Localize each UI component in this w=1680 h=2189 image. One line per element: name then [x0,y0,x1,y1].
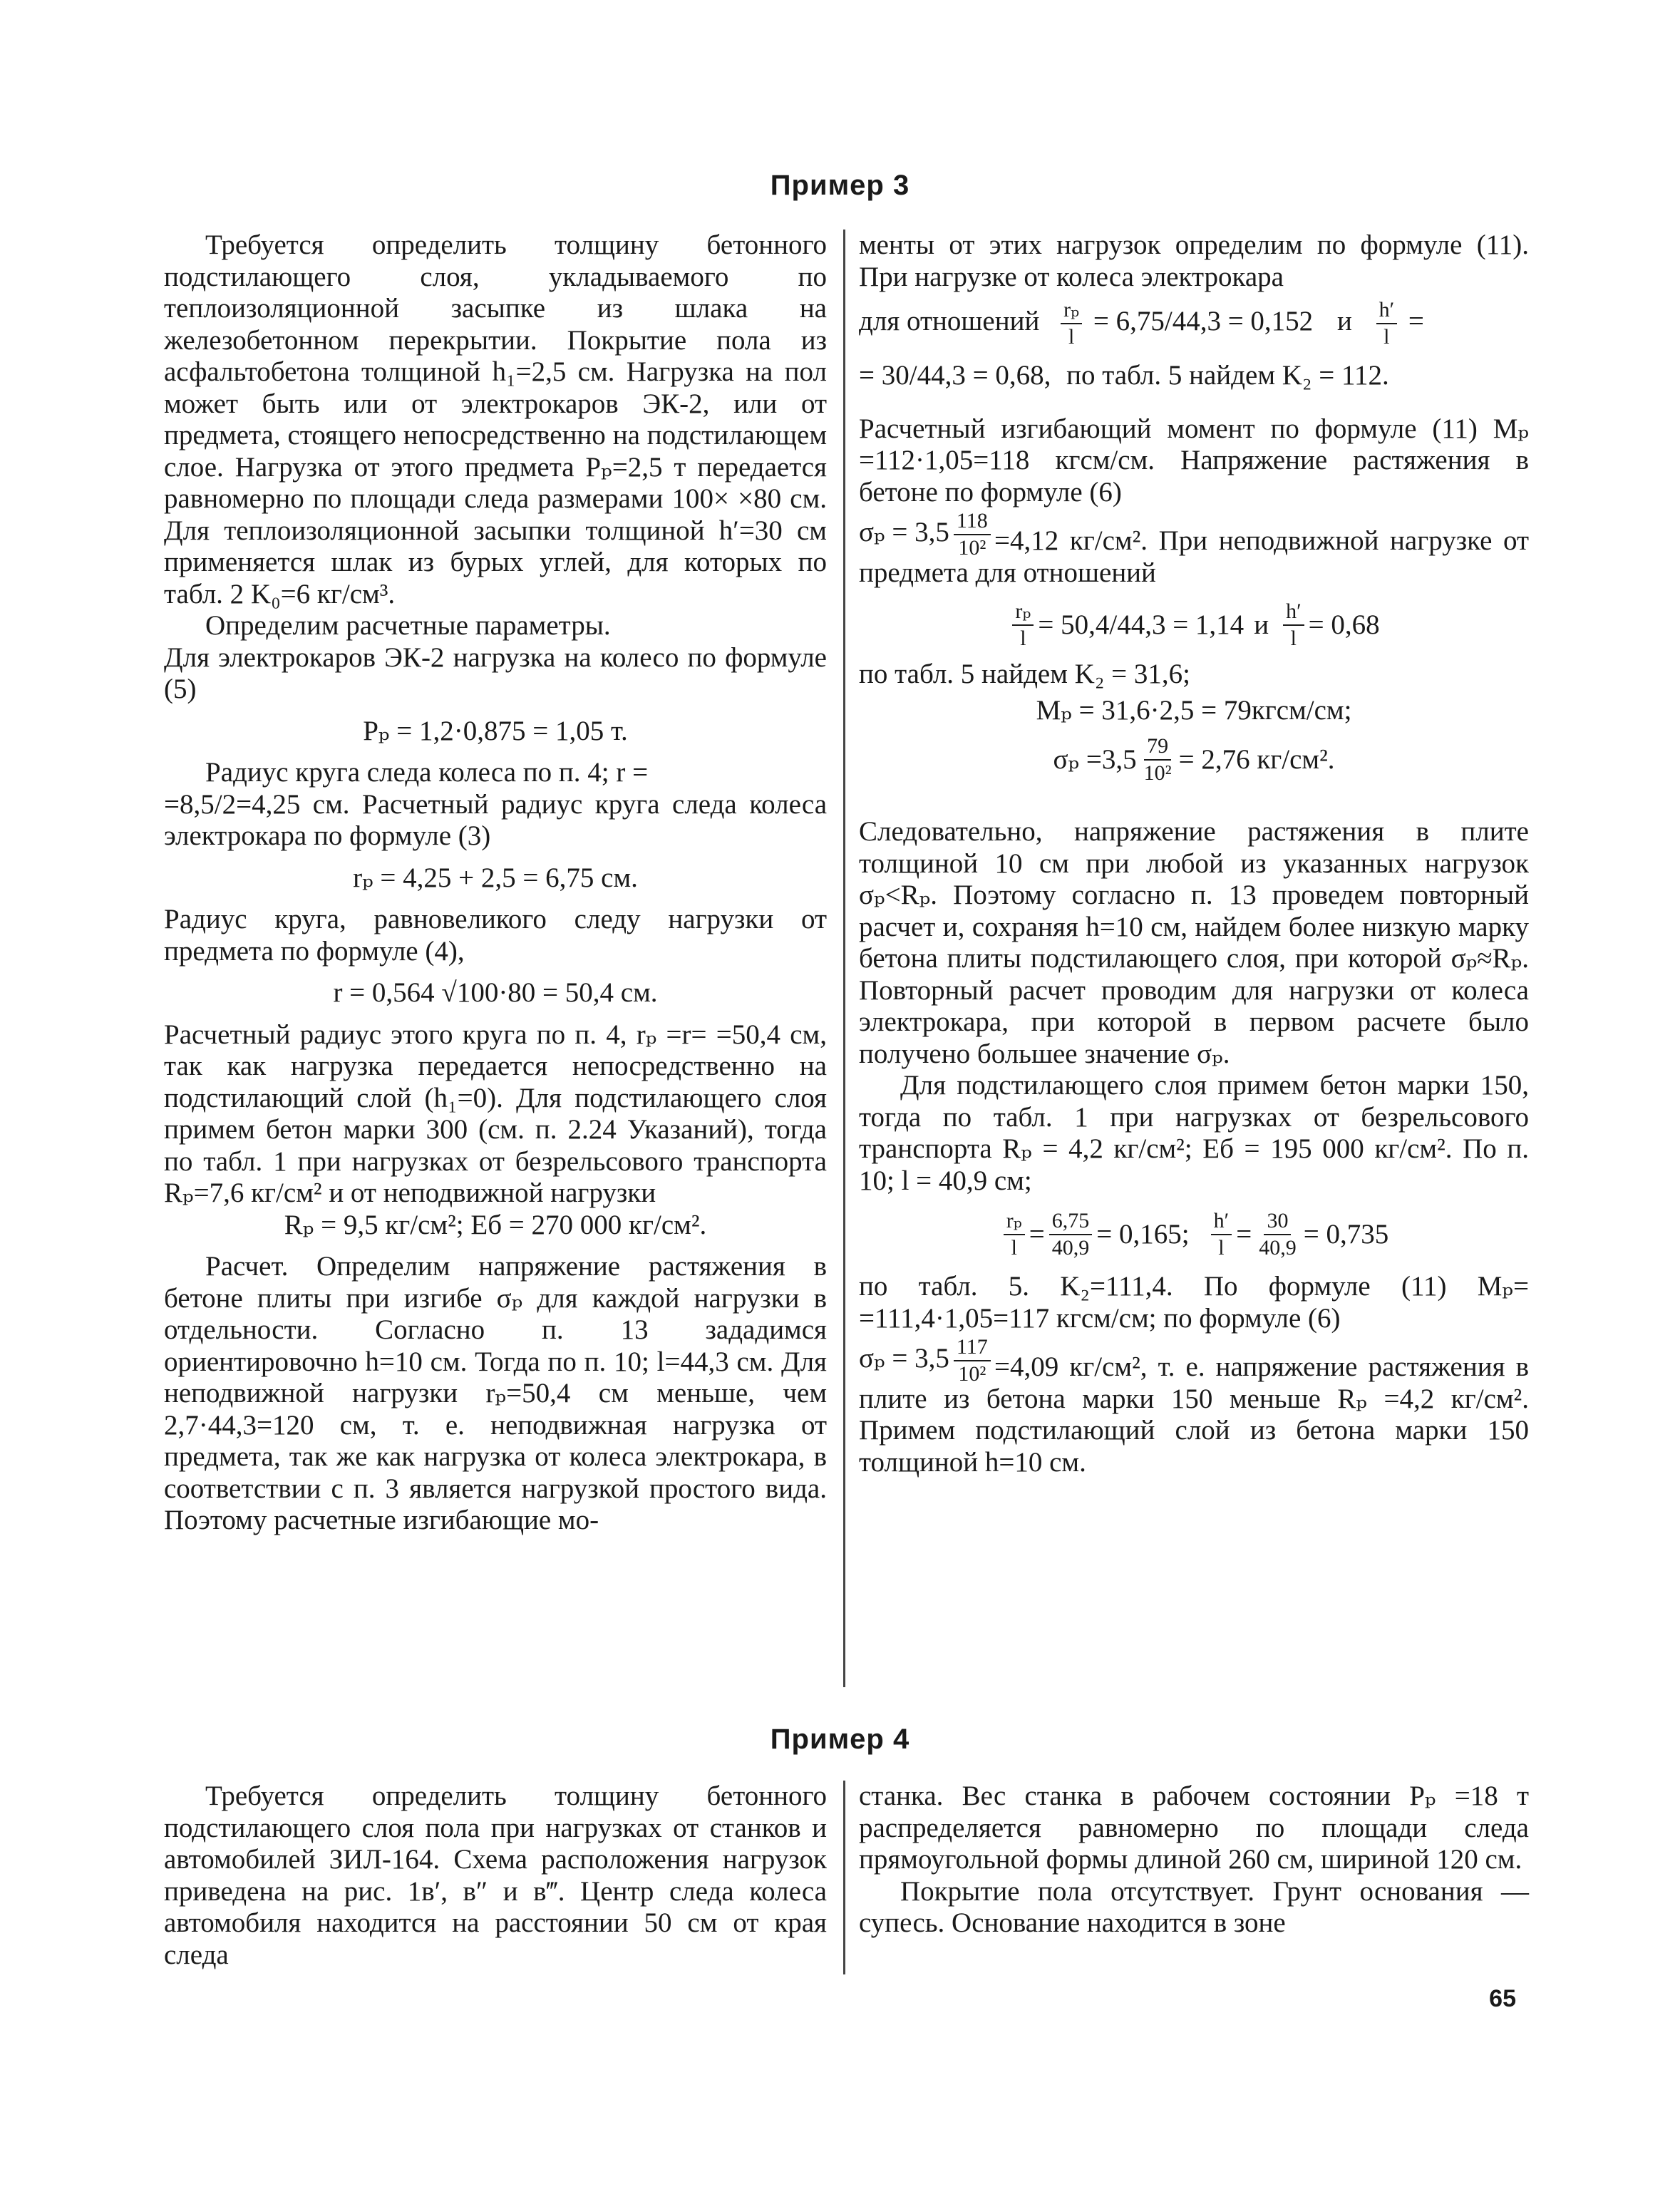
paragraph: Для подстилающего слоя примем бетон марки 150, тогда по табл. 1 при нагрузках от безрельсового транспорта Rₚ = 4,2 кг/см²; Eб = 195 000 кг/см². По п. 10; l = 40,9 см; [859,1070,1529,1196]
fraction: $\frac{h'}{l}$ [1376,297,1398,350]
paragraph: по табл. 5. K₂=111,4. По формуле (11) Mₚ= =111,4·1,05=117 кгсм/см; по формуле (6) [859,1271,1529,1334]
paragraph: Требуется определить толщину бетонного подстилающего слоя, укладываемого по теплоизоляционной засыпке из шлака на железобетонном перекрытии. Покрытие пола из асфальтобетона толщиной h₁=2,5 см. Нагрузка на пол может быть или от электрокаров ЭК-2, или от предмета, стоящего непосредственно на подстилающем слое. Нагрузка от этого предмета Pₚ=2,5 т передается равномерно по площади следа размерами 100× ×80 см. Для теплоизоляционной засыпки толщиной h′=30 см применяется шлак из бурых углей, для которых по табл. 2 K₀=6 кг/см³. [164,230,827,609]
paragraph: по табл. 5 найдем K₂ = 31,6; [859,659,1191,689]
formula: = 2,76 кг/см². [1178,743,1335,775]
text: = [1236,1218,1252,1250]
paragraph: Радиус круга, равновеликого следу нагрузки от предмета по формуле (4), [164,904,827,967]
column-divider [843,230,845,1687]
fraction: $\frac{117}{\text{10²}}$ [954,1334,991,1387]
column-divider [843,1781,845,1974]
stress-line [859,733,1529,786]
paragraph: Для электрокаров ЭК-2 нагрузка на колесо по формуле (5) [164,642,827,704]
paragraph: станка. Вес станка в рабочем состоянии Pₚ =18 т распределяется равномерно по площади следа прямоугольной формы длиной 260 см, шириной 120 см. [859,1781,1529,1875]
text: = [1408,305,1424,336]
paragraph: =4,09 кг/см², т. е. напряжение растяжения в плите из бетона марки 150 меньше Rₚ =4,2 кг/см². Примем подстилающий слой из бетона марки 150 толщиной h=10 см. [859,1351,1529,1478]
paragraph: =8,5/2=4,25 см. Расчетный радиус круга следа колеса электрокара по формуле (3) [164,788,827,851]
fraction: $\frac{\text{rₚ}}{l}$ [1012,599,1034,651]
formula: = 0,165; [1096,1218,1190,1250]
paragraph: Покрытие пола отсутствует. Грунт основания — супесь. Основание находится в зоне [859,1875,1529,1938]
ratio-line [859,1208,1529,1261]
fraction: $\frac{118}{\text{10²}}$ [954,508,991,561]
fraction: $\frac{\text{rₚ}}{l}$ [1061,297,1082,350]
fraction: $\frac{6,75}{40,9}$ [1049,1208,1093,1261]
fraction: $\frac{30}{40,9}$ [1259,1209,1297,1260]
paragraph: Расчет. Определим напряжение растяжения в бетоне плиты при изгибе σₚ для каждой нагрузки в отдельности. Согласно п. 13 зададимся ориентировочно h=10 см. Тогда по п. 10; l=44,3 см. Для неподвижной нагрузки rₚ=50,4 см меньше, чем 2,7·44,3=120 см, т. е. неподвижная нагрузка от предмета, так же как нагрузка от колеса электрокара, в соответствии с п. 3 является нагрузкой простого вида. Поэтому расчетные изгибающие мо- [164,1251,827,1535]
formula: Mₚ = 31,6·2,5 = 79кгсм/см; [1036,694,1352,726]
text: = [1029,1218,1045,1250]
fraction: $\frac{79}{\text{10²}}$ [1143,734,1172,785]
paragraph: Определим расчетные параметры. [205,610,611,641]
fraction: $\frac{h'}{l}$ [1211,1208,1232,1261]
formula: rₚ = 4,25 + 2,5 = 6,75 см. [353,862,638,893]
example4-left-column [164,1781,827,1971]
paragraph: Следовательно, напряжение растяжения в плите толщиной 10 см при любой из указанных нагрузок σₚ<Rₚ. Поэтому согласно п. 13 проведем повторный расчет и, сохраняя h=10 см, найдем более низкую марку бетона плиты подстилающего слоя, при которой σₚ≈Rₚ. Повторный расчет проводим для нагрузки от колеса электрокара, при которой в первом расчете было получено большее значение σₚ. [859,816,1529,1069]
paragraph: Расчетный изгибающий момент по формуле (11) Mₚ =112·1,05=118 кгсм/см. Напряжение растяжения в бетоне по формуле (6) [859,413,1529,508]
ratio-line [859,360,1529,392]
formula: = 6,75/44,3 = 0,152 [1093,305,1314,336]
formula: σₚ = 3,5 [859,516,949,547]
formula: Rₚ = 9,5 кг/см²; Eб = 270 000 кг/см². [284,1209,707,1240]
example3-left-column [164,230,827,1537]
example3-right-column [859,230,1529,1478]
text: и [1254,609,1269,640]
formula: σₚ = 3,5 [859,1342,949,1374]
formula: = 0,68 [1308,609,1380,640]
text: по табл. 5 найдем K₂ = 112. [1066,360,1389,391]
fraction: $\frac{\text{rₚ}}{l}$ [1004,1208,1025,1261]
formula: = 50,4/44,3 = 1,14 [1038,609,1244,640]
example4-right-column [859,1781,1529,1940]
example3-heading: Пример 3 [770,170,910,201]
ratio-line [859,599,1529,651]
formula: σₚ =3,5 [1053,743,1137,775]
formula: = 0,735 [1303,1218,1389,1250]
paragraph: Радиус круга следа колеса по п. 4; r = [205,757,649,788]
example4-heading: Пример 4 [770,1724,910,1755]
formula: Pₚ = 1,2·0,875 = 1,05 т. [363,715,628,746]
paragraph: =4,12 кг/см². При неподвижной нагрузке от предмета для отношений [859,525,1529,588]
paragraph: Расчетный радиус этого круга по п. 4, rₚ =r= =50,4 см, так как нагрузка передается непосредственно на подстилающий слой (h₁=0). Для подстилающего слоя примем бетон марки 300 (см. п. 2.24 Указаний), тогда по табл. 1 при нагрузках от безрельсового транспорта Rₚ=7,6 кг/см² и от неподвижной нагрузки [164,1019,827,1208]
text: для отношений [859,305,1040,336]
formula: = 30/44,3 = 0,68, [859,360,1051,391]
page-number: 65 [1489,1985,1516,2012]
ratio-line [859,297,1529,350]
fraction: $\frac{h'}{l}$ [1283,599,1304,651]
formula: r = 0,564 √100·80 = 50,4 см. [333,977,658,1008]
paragraph: менты от этих нагрузок определим по формуле (11). При нагрузке от колеса электрокара [859,230,1529,292]
text: и [1336,305,1352,336]
paragraph: Требуется определить толщину бетонного подстилающего слоя пола при нагрузках от станков и автомобилей ЗИЛ-164. Схема расположения нагрузок приведена на рис. 1в′, в″ и в‴. Центр следа колеса автомобиля находится на расстоянии 50 см от края следа [164,1781,827,1970]
